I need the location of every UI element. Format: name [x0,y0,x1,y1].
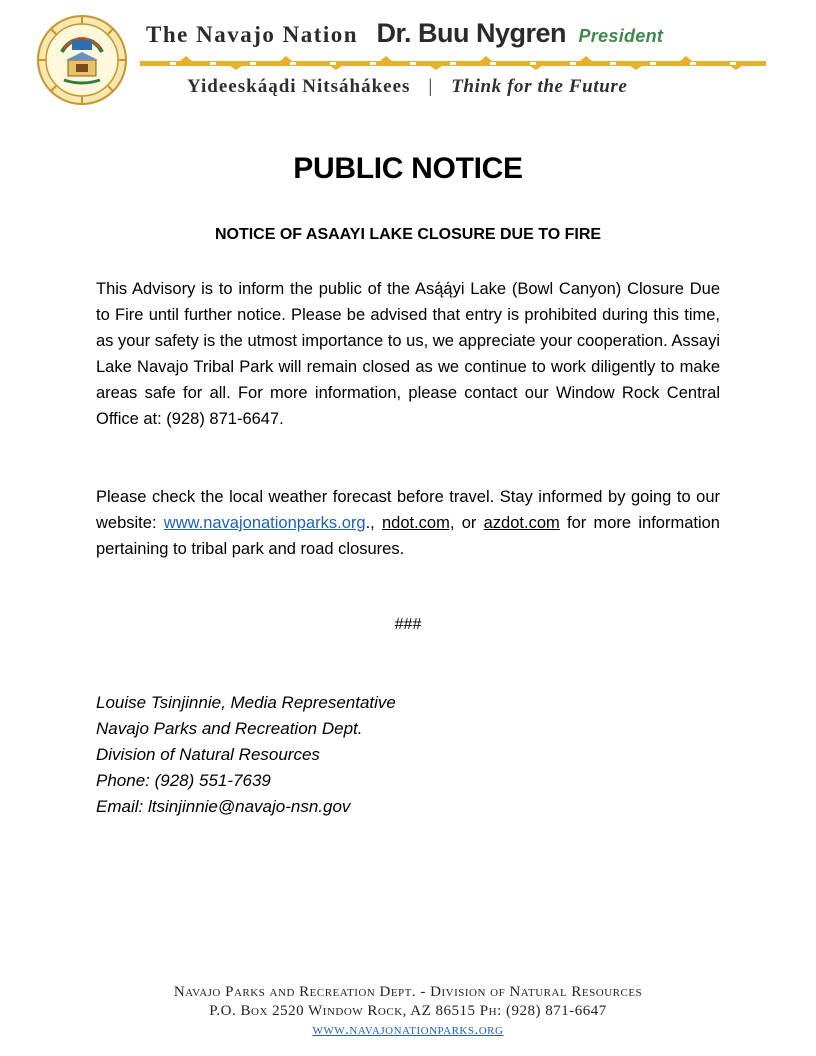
paragraph-text: for more information pertaining to tribal park and road closures. [96,514,720,558]
notice-subtitle: NOTICE OF ASAAYI LAKE CLOSURE DUE TO FIRE [214,226,602,243]
page-title: PUBLIC NOTICE [293,152,523,185]
paragraph-text: Please check the local weather forecast before travel. Stay informed by going to our website: [96,488,720,532]
footer-address: P.O. Box 2520 Window Rock, AZ 86515 Ph: (928) 871-6647 [209,1003,607,1019]
ndot-link[interactable]: ndot.com, [381,514,455,532]
contact-division: Division of Natural Resources [96,745,320,764]
letterhead-title-line [146,18,663,49]
navajo-nation-seal-logo [36,14,128,106]
contact-phone: Phone: (928) 551-7639 [96,771,271,790]
advisory-paragraph: This Advisory is to inform the public of the Asą́ą́yi Lake (Bowl Canyon) Closure Due to Fire until further notice. Please be advised that entry is prohibited during this time, as your safety is the utmost importance to us, we appreciate your cooperation. Assayi Lake Navajo Tribal Park will remain closed as we continue to work diligently to make areas safe for all. For more information, please contact our Window Rock Central Office at: (928) 871-6647. [96,280,720,428]
paragraph-text: ., [365,514,382,532]
azdot-link[interactable]: azdot.com [483,514,560,532]
letterhead-motto-line [187,76,627,98]
page-footer [0,983,816,1040]
motto-english: Think for the Future [451,76,628,97]
contact-block [96,690,396,820]
parks-website-link[interactable]: www.navajonationparks.org [163,514,366,532]
end-of-release-mark: ### [394,616,422,633]
footer-department: Navajo Parks and Recreation Dept. - Division of Natural Resources [173,984,643,1000]
president-title: President [578,26,664,46]
letterhead-divider [140,56,766,70]
weather-paragraph [96,484,720,562]
motto-navajo: Yideeskáądi Nitsáhákees [187,76,411,97]
contact-department: Navajo Parks and Recreation Dept. [96,719,363,738]
footer-website-link[interactable]: www.navajonationparks.org [312,1022,504,1038]
contact-email: Email: ltsinjinnie@navajo-nsn.gov [96,797,351,816]
contact-name: Louise Tsinjinnie, Media Representative [96,693,396,712]
nation-name: The Navajo Nation [146,22,359,47]
president-name: Dr. Buu Nygren [376,18,567,48]
paragraph-text: or [454,514,484,532]
motto-separator: | [428,76,434,97]
